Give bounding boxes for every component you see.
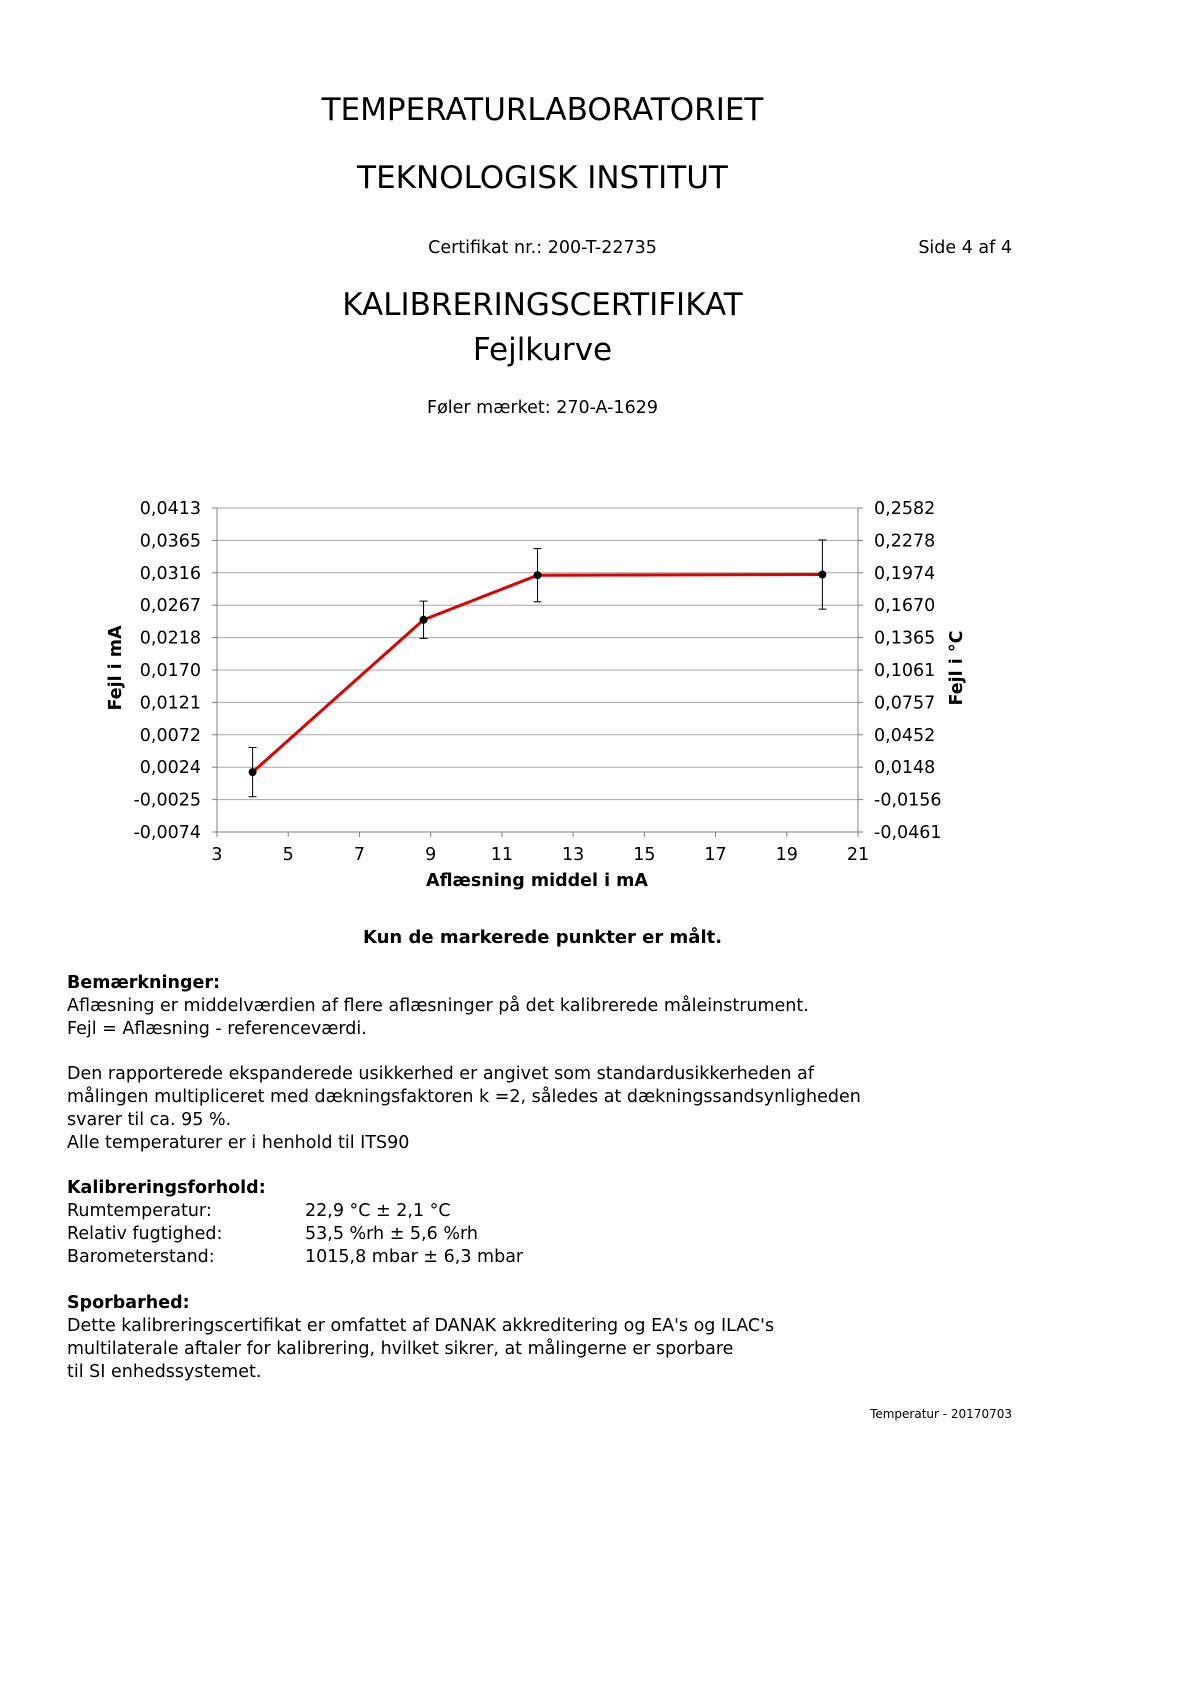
remarks-line: svarer til ca. 95 %. xyxy=(67,1110,232,1130)
x-tick-label: 9 xyxy=(425,845,437,865)
remarks-line: Den rapporterede ekspanderede usikkerhed er angivet som standardusikkerheden af xyxy=(67,1064,814,1084)
x-tick-label: 17 xyxy=(704,845,727,865)
institute-title: TEKNOLOGISK INSTITUT xyxy=(357,160,728,196)
y-tick-label-right: 0,1974 xyxy=(874,563,936,584)
y-tick-label-right: 0,2582 xyxy=(874,499,936,519)
lab-title: TEMPERATURLABORATORIET xyxy=(321,92,764,128)
x-tick-label: 7 xyxy=(353,845,366,865)
y-tick-label-right: 0,0757 xyxy=(874,693,936,714)
condition-value: 1015,8 mbar ± 6,3 mbar xyxy=(305,1247,524,1267)
chart-series xyxy=(249,540,827,797)
y-tick-label-right: 0,1061 xyxy=(874,661,936,681)
y-tick-label-right: -0,0461 xyxy=(874,823,942,843)
y-axis-label-left: Fejl i mA xyxy=(106,625,126,711)
x-tick-label: 3 xyxy=(211,845,223,865)
conditions-heading: Kalibreringsforhold: xyxy=(67,1178,266,1198)
document-title: KALIBRERINGSCERTIFIKAT xyxy=(342,287,743,323)
traceability-line: multilaterale aftaler for kalibrering, hvilket sikrer, at målingerne er sporbare xyxy=(67,1339,734,1359)
data-point xyxy=(818,571,826,579)
data-point xyxy=(534,571,542,579)
error-curve-line xyxy=(253,575,823,773)
y-tick-label-left: 0,0267 xyxy=(139,596,201,617)
y-tick-label-left: 0,0413 xyxy=(139,499,201,519)
condition-label: Barometerstand: xyxy=(67,1247,215,1267)
data-point xyxy=(249,768,257,776)
x-axis-label: Aflæsning middel i mA xyxy=(426,871,648,891)
remarks-line: Fejl = Aflæsning - referenceværdi. xyxy=(67,1019,367,1039)
y-tick-label-left: 0,0121 xyxy=(139,693,201,714)
y-tick-label-right: 0,2278 xyxy=(874,531,936,552)
y-tick-label-right: -0,0156 xyxy=(874,790,942,811)
y-tick-label-left: 0,0072 xyxy=(139,725,201,746)
traceability-line: Dette kalibreringscertifikat er omfattet af DANAK akkreditering og EA's og ILAC's xyxy=(67,1316,775,1336)
remarks-line: Alle temperaturer er i henhold til ITS90 xyxy=(67,1133,410,1153)
page-number: Side 4 af 4 xyxy=(918,238,1012,258)
y-tick-label-right: 0,0148 xyxy=(874,758,936,779)
document-subtitle: Fejlkurve xyxy=(472,332,613,368)
x-tick-label: 15 xyxy=(633,845,656,865)
y-tick-label-left: 0,0218 xyxy=(139,628,201,649)
sensor-label: Føler mærket: 270-A-1629 xyxy=(427,398,658,418)
y-tick-label-right: 0,1670 xyxy=(874,596,936,617)
certificate-number: Certifikat nr.: 200-T-22735 xyxy=(428,238,657,258)
y-tick-label-left: -0,0025 xyxy=(133,790,201,811)
footer-revision: Temperatur - 20170703 xyxy=(870,1407,1012,1421)
y-tick-label-left: -0,0074 xyxy=(133,823,201,843)
remarks-line: Aflæsning er middelværdien af flere aflæsninger på det kalibrerede måleinstrument. xyxy=(67,996,809,1016)
remarks-heading: Bemærkninger: xyxy=(67,973,220,993)
traceability-line: til SI enhedssystemet. xyxy=(67,1362,262,1382)
y-tick-label-right: 0,1365 xyxy=(874,628,936,649)
data-point xyxy=(420,616,428,624)
y-axis-label-right: Fejl i °C xyxy=(947,630,967,706)
x-tick-label: 11 xyxy=(490,845,514,865)
y-tick-label-left: 0,0170 xyxy=(139,661,201,681)
measured-points-note: Kun de markerede punkter er målt. xyxy=(362,927,723,948)
y-tick-label-left: 0,0316 xyxy=(139,563,201,584)
y-tick-label-right: 0,0452 xyxy=(874,725,936,746)
condition-label: Relativ fugtighed: xyxy=(67,1224,223,1244)
x-tick-label: 19 xyxy=(775,845,798,865)
x-tick-label: 5 xyxy=(282,845,294,865)
x-tick-label: 13 xyxy=(561,845,585,865)
remarks-line: målingen multipliceret med dækningsfaktoren k =2, således at dækningssandsynligheden xyxy=(67,1087,861,1107)
traceability-heading: Sporbarhed: xyxy=(67,1293,190,1313)
condition-value: 22,9 °C ± 2,1 °C xyxy=(305,1201,451,1221)
x-tick-label: 21 xyxy=(846,845,870,865)
y-tick-label-left: 0,0365 xyxy=(139,531,201,552)
condition-label: Rumtemperatur: xyxy=(67,1201,212,1221)
condition-value: 53,5 %rh ± 5,6 %rh xyxy=(305,1224,478,1244)
y-tick-label-left: 0,0024 xyxy=(139,758,201,779)
error-curve-chart xyxy=(0,480,1191,900)
